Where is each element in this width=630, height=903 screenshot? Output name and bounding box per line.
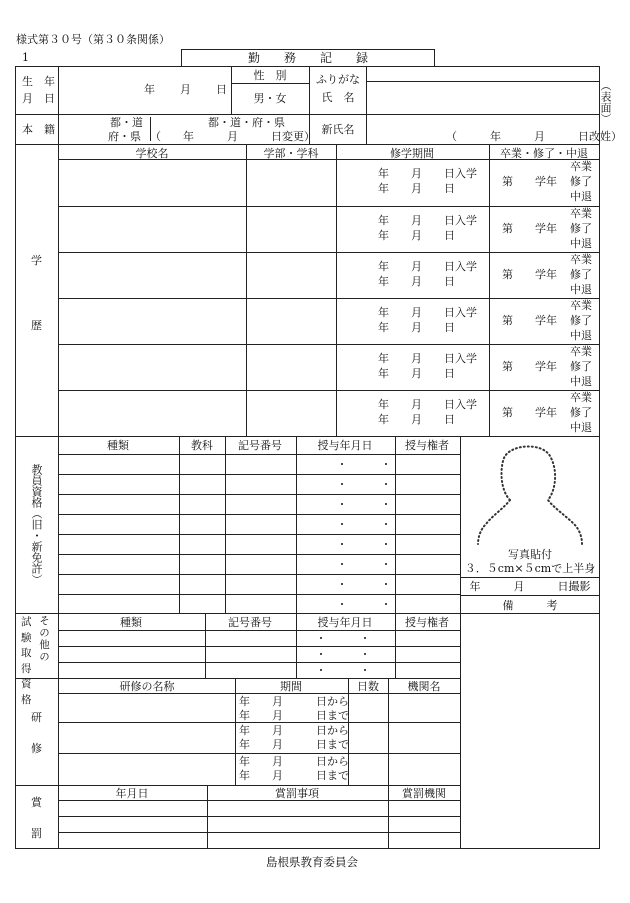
- edu-status-complete: 修了: [570, 268, 592, 281]
- license-date-dots: ・ ・: [336, 538, 392, 551]
- tr-side-2: 修: [31, 742, 42, 755]
- gender-value[interactable]: 男・女: [253, 92, 287, 105]
- biko-label: 備 考: [502, 599, 558, 612]
- tr-col-org: 機関名: [407, 680, 441, 693]
- photo-size: ３．５cm×５cmで上半身: [464, 562, 596, 575]
- edu-status-withdraw: 中退: [570, 375, 592, 388]
- birth-label-1: 生 年: [22, 75, 55, 88]
- edu-status-complete: 修了: [570, 406, 592, 419]
- edu-entry: 年 月 日入学: [378, 398, 477, 411]
- edu-entry: 年 月 日入学: [378, 214, 477, 227]
- footer-issuer: 島根県教育委員会: [266, 855, 358, 869]
- license-date-dots: ・ ・: [336, 458, 392, 471]
- edu-entry: 年 月 日入学: [378, 306, 477, 319]
- col-period: 修学期間: [390, 147, 434, 160]
- edu-side-1: 学: [31, 254, 42, 267]
- oq-col-number: 記号番号: [228, 616, 272, 629]
- training-from: 年 月 日から: [239, 724, 349, 737]
- edu-status-withdraw: 中退: [570, 237, 592, 250]
- license-side: 教員資格（旧・新免許）: [30, 464, 43, 585]
- rw-col-org: 賞罰機関: [402, 787, 446, 800]
- gender-label: 性 別: [253, 69, 287, 82]
- tr-col-name: 研修の名称: [119, 680, 175, 693]
- rw-side-1: 賞: [31, 796, 42, 809]
- oq-date-dots: ・ ・: [315, 664, 371, 677]
- training-to: 年 月 日まで: [239, 709, 349, 722]
- edu-exit: 年 月 日: [378, 413, 455, 426]
- edu-entry: 年 月 日入学: [378, 260, 477, 273]
- lic-col-number: 記号番号: [238, 439, 282, 452]
- training-to: 年 月 日まで: [239, 738, 349, 751]
- tr-col-period: 期間: [280, 680, 302, 693]
- photo-caption: 写真貼付: [508, 548, 552, 561]
- edu-status-withdraw: 中退: [570, 190, 592, 203]
- edu-grade: 第 学年: [502, 222, 557, 235]
- edu-status-withdraw: 中退: [570, 283, 592, 296]
- oq-side-left: その他の: [38, 615, 50, 663]
- oq-date-dots: ・ ・: [315, 648, 371, 661]
- license-date-dots: ・ ・: [336, 558, 392, 571]
- edu-grade: 第 学年: [502, 268, 557, 281]
- oq-col-date: 授与年月日: [317, 616, 373, 629]
- edu-status-complete: 修了: [570, 360, 592, 373]
- lic-col-date: 授与年月日: [317, 439, 373, 452]
- edu-grade: 第 学年: [502, 314, 557, 327]
- todo-right: 都・道・府・県: [208, 116, 285, 129]
- edu-status-complete: 修了: [570, 175, 592, 188]
- col-school: 学校名: [135, 147, 169, 160]
- edu-entry: 年 月 日入学: [378, 352, 477, 365]
- form-label: 様式第３０号（第３０条関係）: [16, 33, 170, 46]
- tr-col-days: 日数: [357, 680, 379, 693]
- oq-date-dots: ・ ・: [315, 632, 371, 645]
- edu-exit: 年 月 日: [378, 321, 455, 334]
- birth-month: 月: [180, 83, 191, 96]
- edu-exit: 年 月 日: [378, 275, 455, 288]
- honseki-label: 本 籍: [22, 123, 55, 136]
- oq-col-authority: 授与権者: [405, 616, 449, 629]
- oq-side-right: 試験取得資格: [21, 616, 32, 706]
- training-to: 年 月 日まで: [239, 769, 349, 782]
- new-name-label: 新氏名: [321, 123, 355, 136]
- photo-taken: 年 月 日撮影: [469, 580, 591, 593]
- oq-col-type: 種類: [120, 616, 142, 629]
- edu-status-graduate: 卒業: [570, 391, 592, 404]
- edu-exit: 年 月 日: [378, 182, 455, 195]
- edu-grade: 第 学年: [502, 360, 557, 373]
- furigana-label: ふりがな: [316, 73, 360, 86]
- lic-col-authority: 授与権者: [405, 439, 449, 452]
- license-date-dots: ・ ・: [336, 498, 392, 511]
- birth-label-2: 月 日: [22, 92, 55, 105]
- edu-status-graduate: 卒業: [570, 345, 592, 358]
- edu-status-graduate: 卒業: [570, 299, 592, 312]
- edu-exit: 年 月 日: [378, 229, 455, 242]
- tr-side-1: 研: [31, 711, 42, 724]
- col-dept: 学部・学科: [263, 147, 319, 160]
- rw-col-matter: 賞罰事項: [275, 787, 319, 800]
- col-status: 卒業・修了・中退: [500, 147, 588, 160]
- name-field[interactable]: [367, 82, 599, 114]
- edu-status-withdraw: 中退: [570, 421, 592, 434]
- edu-status-graduate: 卒業: [570, 253, 592, 266]
- license-date-dots: ・ ・: [336, 478, 392, 491]
- edu-status-complete: 修了: [570, 222, 592, 235]
- training-from: 年 月 日から: [239, 755, 349, 768]
- edu-status-graduate: 卒業: [570, 207, 592, 220]
- edu-exit: 年 月 日: [378, 367, 455, 380]
- birth-year: 年: [144, 83, 155, 96]
- henkou-date: （ 年 月 日変更）: [150, 130, 315, 143]
- lic-col-subject: 教科: [191, 439, 213, 452]
- todo-top: 都・道: [110, 116, 143, 129]
- training-from: 年 月 日から: [239, 695, 349, 708]
- license-date-dots: ・ ・: [336, 518, 392, 531]
- edu-entry: 年 月 日入学: [378, 167, 477, 180]
- edu-status-withdraw: 中退: [570, 329, 592, 342]
- form-title: 勤 務 記 録: [247, 51, 369, 65]
- photo-placeholder-icon: [470, 438, 590, 548]
- todo-bottom: 府・県: [108, 130, 141, 143]
- edu-side-2: 歴: [31, 319, 42, 332]
- edu-grade: 第 学年: [502, 175, 557, 188]
- name-label: 氏 名: [321, 91, 355, 104]
- lic-col-type: 種類: [107, 439, 129, 452]
- edu-grade: 第 学年: [502, 406, 557, 419]
- rw-col-date: 年月日: [115, 787, 149, 800]
- birth-day: 日: [216, 83, 227, 96]
- rw-side-2: 罰: [31, 827, 42, 840]
- page-number: 1: [22, 51, 29, 64]
- kaisei-date: （ 年 月 日改姓）: [446, 130, 622, 143]
- edu-status-complete: 修了: [570, 314, 592, 327]
- side-mark: （表面）: [599, 80, 612, 124]
- license-date-dots: ・ ・: [336, 598, 392, 611]
- edu-status-graduate: 卒業: [570, 160, 592, 173]
- license-date-dots: ・ ・: [336, 578, 392, 591]
